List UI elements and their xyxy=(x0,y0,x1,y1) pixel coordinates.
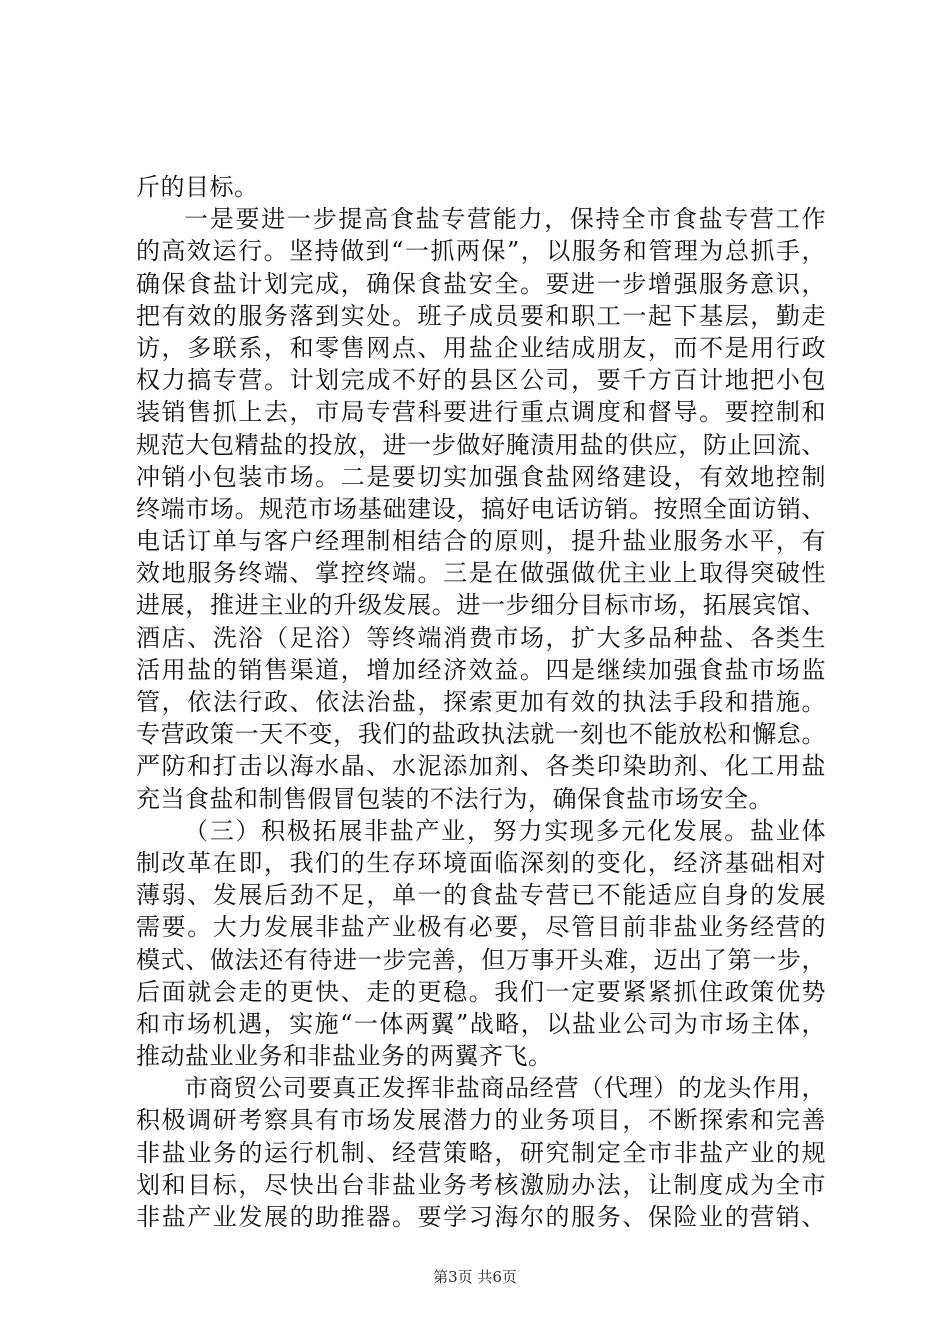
body-text xyxy=(136,171,826,1233)
text-line: 进展，推进主业的升级发展。进一步细分目标市场，拓展宾馆、 xyxy=(136,591,826,620)
text-line: 推动盐业业务和非盐业务的两翼齐飞。 xyxy=(136,1042,553,1071)
text-line: 权力搞专营。计划完成不好的县区公司，要千方百计地把小包 xyxy=(136,366,826,395)
text-line: 冲销小包装市场。二是要切实加强食盐网络建设，有效地控制 xyxy=(136,462,826,491)
text-line: 确保食盐计划完成，确保食盐安全。要进一步增强服务意识， xyxy=(136,269,826,298)
paragraph-start-line: 市商贸公司要真正发挥非盐商品经营（代理）的龙头作用， xyxy=(184,1074,826,1103)
text-line: 制改革在即，我们的生存环境面临深刻的变化，经济基础相对 xyxy=(136,848,826,877)
text-line: 后面就会走的更快、走的更稳。我们一定要紧紧抓住政策优势 xyxy=(136,977,826,1006)
text-line: 薄弱、发展后劲不足，单一的食盐专营已不能适应自身的发展 xyxy=(136,881,826,910)
text-line: 终端市场。规范市场基础建设，搞好电话访销。按照全面访销、 xyxy=(136,494,826,523)
text-line: 非盐产业发展的助推器。要学习海尔的服务、保险业的营销、 xyxy=(136,1203,826,1231)
text-line: 酒店、洗浴（足浴）等终端消费市场，扩大多品种盐、各类生 xyxy=(136,623,826,652)
text-line: 积极调研考察具有市场发展潜力的业务项目，不断探索和完善 xyxy=(136,1106,826,1135)
text-line: 非盐业务的运行机制、经营策略，研究制定全市非盐产业的规 xyxy=(136,1138,826,1167)
text-line: 管，依法行政、依法治盐，探索更加有效的执法手段和措施。 xyxy=(136,688,826,716)
text-line: 和市场机遇，实施“一体两翼”战略，以盐业公司为市场主体， xyxy=(136,1009,826,1038)
text-line: 访，多联系，和零售网点、用盐企业结成朋友，而不是用行政 xyxy=(136,333,826,362)
paragraph-start-line: 一是要进一步提高食盐专营能力，保持全市食盐专营工作 xyxy=(184,205,826,234)
paragraph-start-line: （三）积极拓展非盐产业，努力实现多元化发展。盐业体 xyxy=(184,816,826,845)
text-line: 效地服务终端、掌控终端。三是在做强做优主业上取得突破性 xyxy=(136,559,826,588)
text-line: 需要。大力发展非盐产业极有必要，尽管目前非盐业务经营的 xyxy=(136,913,826,942)
text-line: 装销售抓上去，市局专营科要进行重点调度和督导。要控制和 xyxy=(136,398,826,427)
text-line: 划和目标，尽快出台非盐业务考核激励办法，让制度成为全市 xyxy=(136,1170,826,1199)
text-line: 严防和打击以海水晶、水泥添加剂、各类印染助剂、化工用盐 xyxy=(136,752,826,781)
text-line: 的高效运行。坚持做到“一抓两保”，以服务和管理为总抓手， xyxy=(136,237,826,266)
text-line: 把有效的服务落到实处。班子成员要和职工一起下基层，勤走 xyxy=(136,301,826,330)
text-line: 专营政策一天不变，我们的盐政执法就一刻也不能放松和懈怠。 xyxy=(136,720,826,749)
page-number-footer: 第3页 共6页 xyxy=(433,1268,517,1286)
text-line: 模式、做法还有待进一步完善，但万事开头难，迈出了第一步， xyxy=(136,945,826,974)
text-line: 斤的目标。 xyxy=(136,173,259,201)
text-line: 充当食盐和制售假冒包装的不法行为，确保食盐市场安全。 xyxy=(136,784,773,813)
text-line: 规范大包精盐的投放，进一步做好腌渍用盐的供应，防止回流、 xyxy=(136,430,826,459)
text-line: 电话订单与客户经理制相结合的原则，提升盐业服务水平，有 xyxy=(136,527,826,556)
text-line: 活用盐的销售渠道，增加经济效益。四是继续加强食盐市场监 xyxy=(136,655,826,684)
